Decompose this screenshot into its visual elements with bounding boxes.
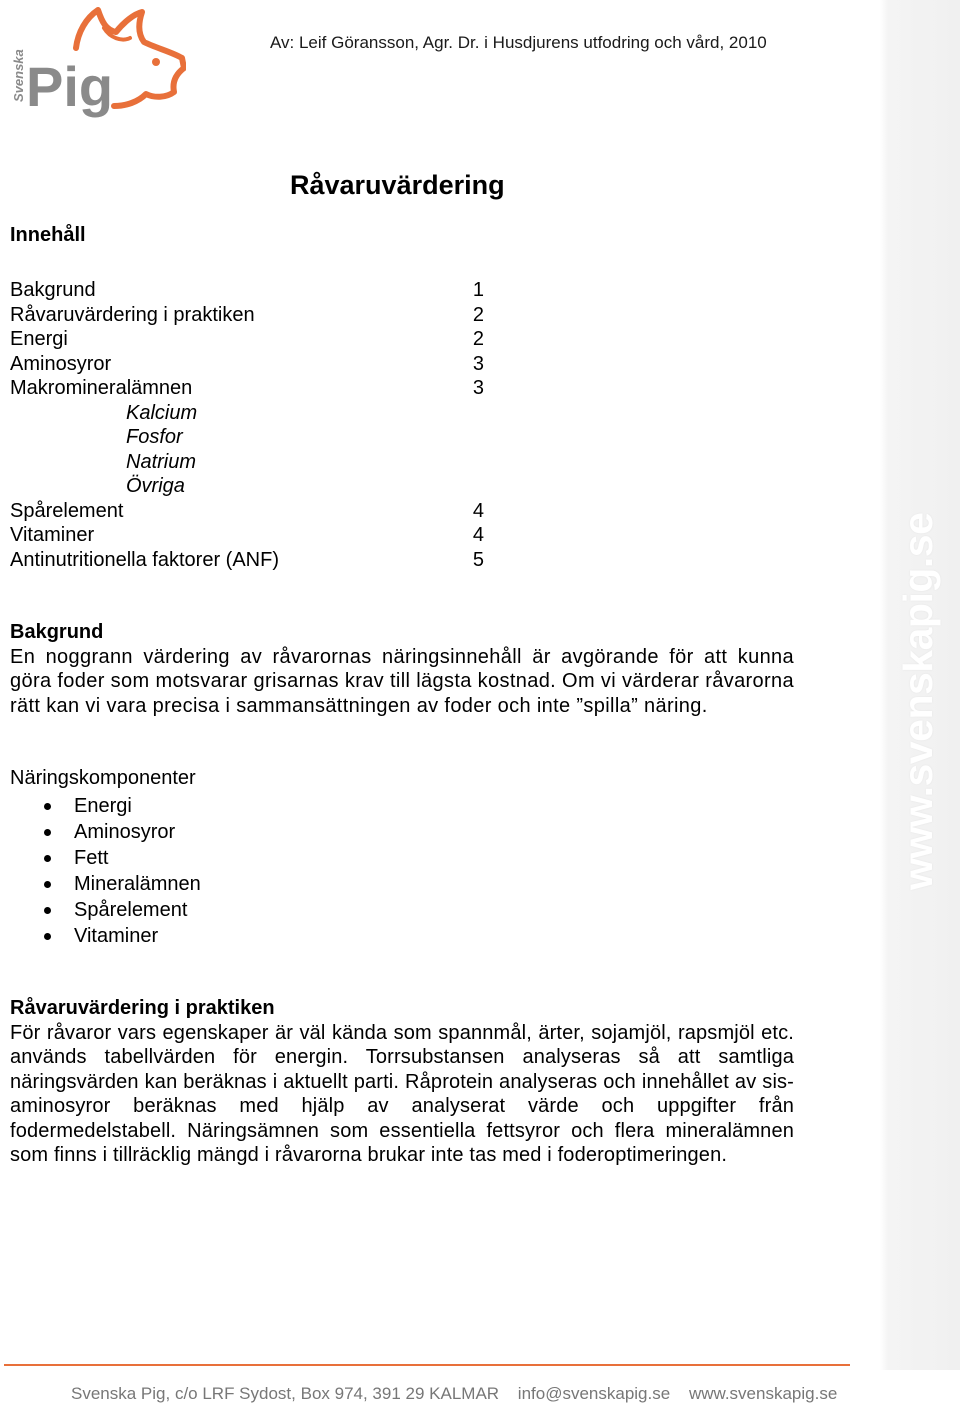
toc-item-page: 4 [472, 499, 484, 522]
page-title: Råvaruvärdering [290, 170, 505, 200]
toc-item-page: 4 [472, 524, 484, 546]
side-watermark-url: www.svenskapig.se [895, 512, 941, 890]
toc-item[interactable] [10, 523, 484, 548]
logo-small-text: Svenska [11, 49, 26, 102]
table-of-contents [10, 278, 484, 572]
toc-item-label: Övriga [126, 475, 185, 497]
list-item: Aminosyror [10, 819, 201, 845]
list-item: Spårelement [10, 897, 201, 923]
toc-item-label: Antinutritionella faktorer (ANF) [10, 548, 279, 571]
components-list [10, 793, 201, 949]
section-heading: Bakgrund [10, 621, 104, 643]
toc-item[interactable] [10, 376, 484, 401]
toc-item-label: Råvaruvärdering i praktiken [10, 303, 255, 326]
toc-item-label: Vitaminer [10, 524, 95, 546]
logo-wordmark: Pig [26, 55, 114, 118]
toc-item-page: 3 [472, 377, 484, 399]
section-heading: Råvaruvärdering i praktiken [10, 997, 275, 1019]
toc-item-page: 1 [472, 279, 484, 301]
components-title: Näringskomponenter [10, 767, 196, 789]
toc-item-label: Aminosyror [10, 352, 112, 375]
footer-divider [4, 1364, 850, 1366]
section-bakgrund [10, 620, 794, 718]
toc-item[interactable] [10, 352, 484, 377]
list-item: Vitaminer [10, 923, 201, 949]
toc-subitem[interactable] [10, 401, 484, 426]
list-item: Fett [10, 845, 201, 871]
svenska-pig-logo [6, 2, 186, 127]
toc-item-label: Fosfor [126, 426, 183, 448]
footer-website-link[interactable]: www.svenskapig.se [688, 1384, 838, 1403]
toc-item[interactable] [10, 327, 484, 352]
toc-item-label: Kalcium [126, 401, 198, 424]
toc-item-label: Spårelement [10, 499, 124, 522]
footer-email-link[interactable]: info@svenskapig.se [517, 1384, 671, 1403]
section-paragraph: En noggrann värdering av råvarornas näringsinnehåll är avgörande för att kunna göra foder som motsvarar grisarnas krav till lägsta kostnad. Om vi värderar råvarorna rätt kan vi vara precisa i sammansättningen av foder och inte ”spilla” näring. [10, 645, 794, 717]
toc-item-page: 2 [472, 303, 484, 326]
toc-subitem[interactable] [10, 425, 484, 450]
toc-item-label: Bakgrund [10, 279, 96, 301]
toc-item-label: Makromineralämnen [10, 377, 193, 399]
toc-subitem[interactable] [10, 450, 484, 475]
list-item: Mineralämnen [10, 871, 201, 897]
toc-item[interactable] [10, 548, 484, 573]
toc-item-page: 2 [472, 328, 484, 350]
toc-heading: Innehåll [10, 224, 86, 246]
section-paragraph: För råvaror vars egenskaper är väl kända som spannmål, ärter, sojamjöl, rapsmjöl etc. används tabellvärden för energin. Torrsubstansen analyseras så att samtliga näringsvärden kan beräknas i aktuellt parti. Råprotein analyseras och innehållet av sis-aminosyror beräknas med hjälp av analyserat värde och uppgifter från fodermedelstabell. Näringsämnen som essentiella fettsyror och flera mineralämnen som finns i tillräcklig mängd i råvarorna brukar inte tas med i foderoptimeringen. [10, 1021, 794, 1166]
toc-item[interactable] [10, 303, 484, 328]
toc-item[interactable] [10, 499, 484, 524]
section-praktiken [10, 996, 794, 1168]
list-item: Energi [10, 793, 201, 819]
toc-item-label: Natrium [126, 450, 197, 473]
toc-item-page: 5 [472, 548, 484, 571]
toc-subitem[interactable] [10, 474, 484, 499]
footer [71, 1384, 851, 1404]
toc-item-page: 3 [472, 352, 484, 375]
toc-item-label: Energi [10, 328, 68, 350]
author-credit: Av: Leif Göransson, Agr. Dr. i Husdjurens utfodring och vård, 2010 [270, 33, 767, 52]
toc-item[interactable] [10, 278, 484, 303]
footer-address: Svenska Pig, c/o LRF Sydost, Box 974, 391 29 KALMAR [71, 1384, 500, 1403]
